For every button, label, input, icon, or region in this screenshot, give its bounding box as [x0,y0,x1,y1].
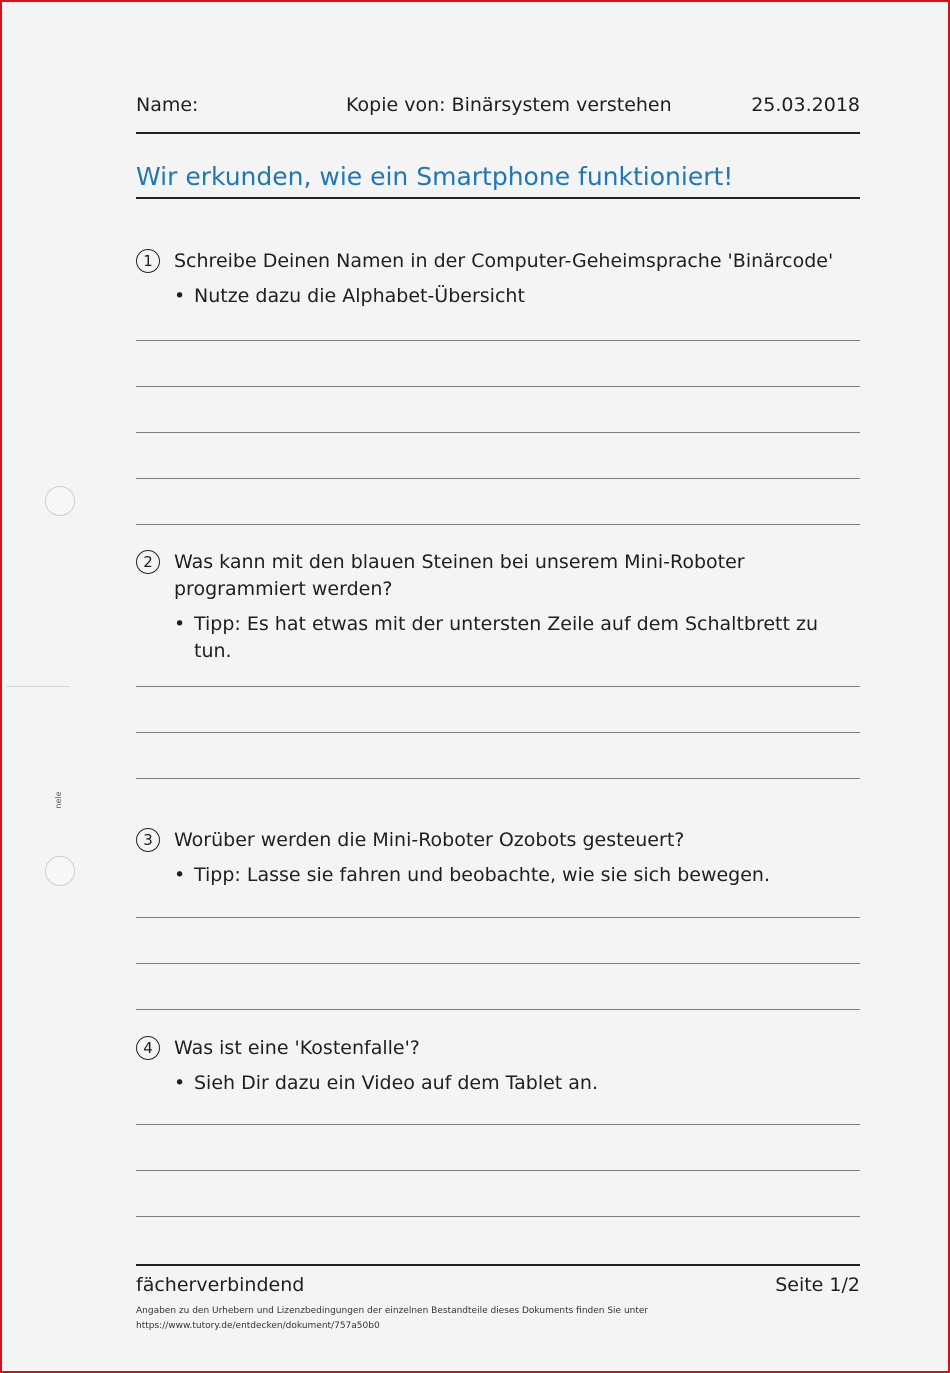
task-4 [136,1035,860,1097]
task-1 [136,248,860,310]
bullet-icon: • [174,613,186,635]
task-number: 1 [136,249,160,273]
answer-line[interactable] [136,686,860,687]
task-2 [136,549,860,665]
answer-line[interactable] [136,732,860,733]
document-title: Kopie von: Binärsystem verstehen [346,94,672,116]
task-hint: Tipp: Es hat etwas mit der untersten Zeile auf dem Schaltbrett zu tun. [194,613,818,662]
punch-hole-top [45,486,75,516]
task-hint: Sieh Dir dazu ein Video auf dem Tablet an. [194,1072,599,1094]
task-hint: Nutze dazu die Alphabet-Übersicht [194,285,525,307]
answer-line[interactable] [136,524,860,525]
task-question: Was ist eine 'Kostenfalle'? [174,1037,420,1059]
task-question: Worüber werden die Mini-Roboter Ozobots gesteuert? [174,829,685,851]
answer-line[interactable] [136,340,860,341]
task-question: Was kann mit den blauen Steinen bei unserem Mini-Roboter programmiert werden? [174,551,745,600]
page-title: Wir erkunden, wie ein Smartphone funktioniert! [136,160,860,199]
page-header [136,94,860,134]
page-footer [136,1264,860,1334]
answer-line[interactable] [136,1009,860,1010]
task-question: Schreibe Deinen Namen in der Computer-Geheimsprache 'Binärcode' [174,250,834,272]
bullet-icon: • [174,1072,186,1094]
answer-line[interactable] [136,386,860,387]
answer-line[interactable] [136,1124,860,1125]
answer-line[interactable] [136,963,860,964]
task-number: 4 [136,1036,160,1060]
task-number: 2 [136,550,160,574]
answer-line[interactable] [136,1170,860,1171]
task-number: 3 [136,828,160,852]
license-note: Angaben zu den Urhebern und Lizenzbedingungen der einzelnen Bestandteile dieses Dokuments finden Sie unter [136,1306,649,1316]
name-label: Name: [136,94,199,116]
footer-page-number: Seite 1/2 [775,1274,860,1296]
task-3 [136,827,860,889]
task-hint: Tipp: Lasse sie fahren und beobachte, wie sie sich bewegen. [194,864,771,886]
footer-subject: fächerverbindend [136,1274,305,1296]
fold-mark [6,686,70,687]
answer-line[interactable] [136,432,860,433]
punch-hole-bottom [45,856,75,886]
answer-line[interactable] [136,478,860,479]
answer-line[interactable] [136,917,860,918]
license-link[interactable]: https://www.tutory.de/entdecken/dokument/757a50b0 [136,1321,380,1331]
date: 25.03.2018 [751,94,860,116]
answer-line[interactable] [136,778,860,779]
answer-line[interactable] [136,1216,860,1217]
side-label: nele [54,791,63,809]
bullet-icon: • [174,864,186,886]
bullet-icon: • [174,285,186,307]
